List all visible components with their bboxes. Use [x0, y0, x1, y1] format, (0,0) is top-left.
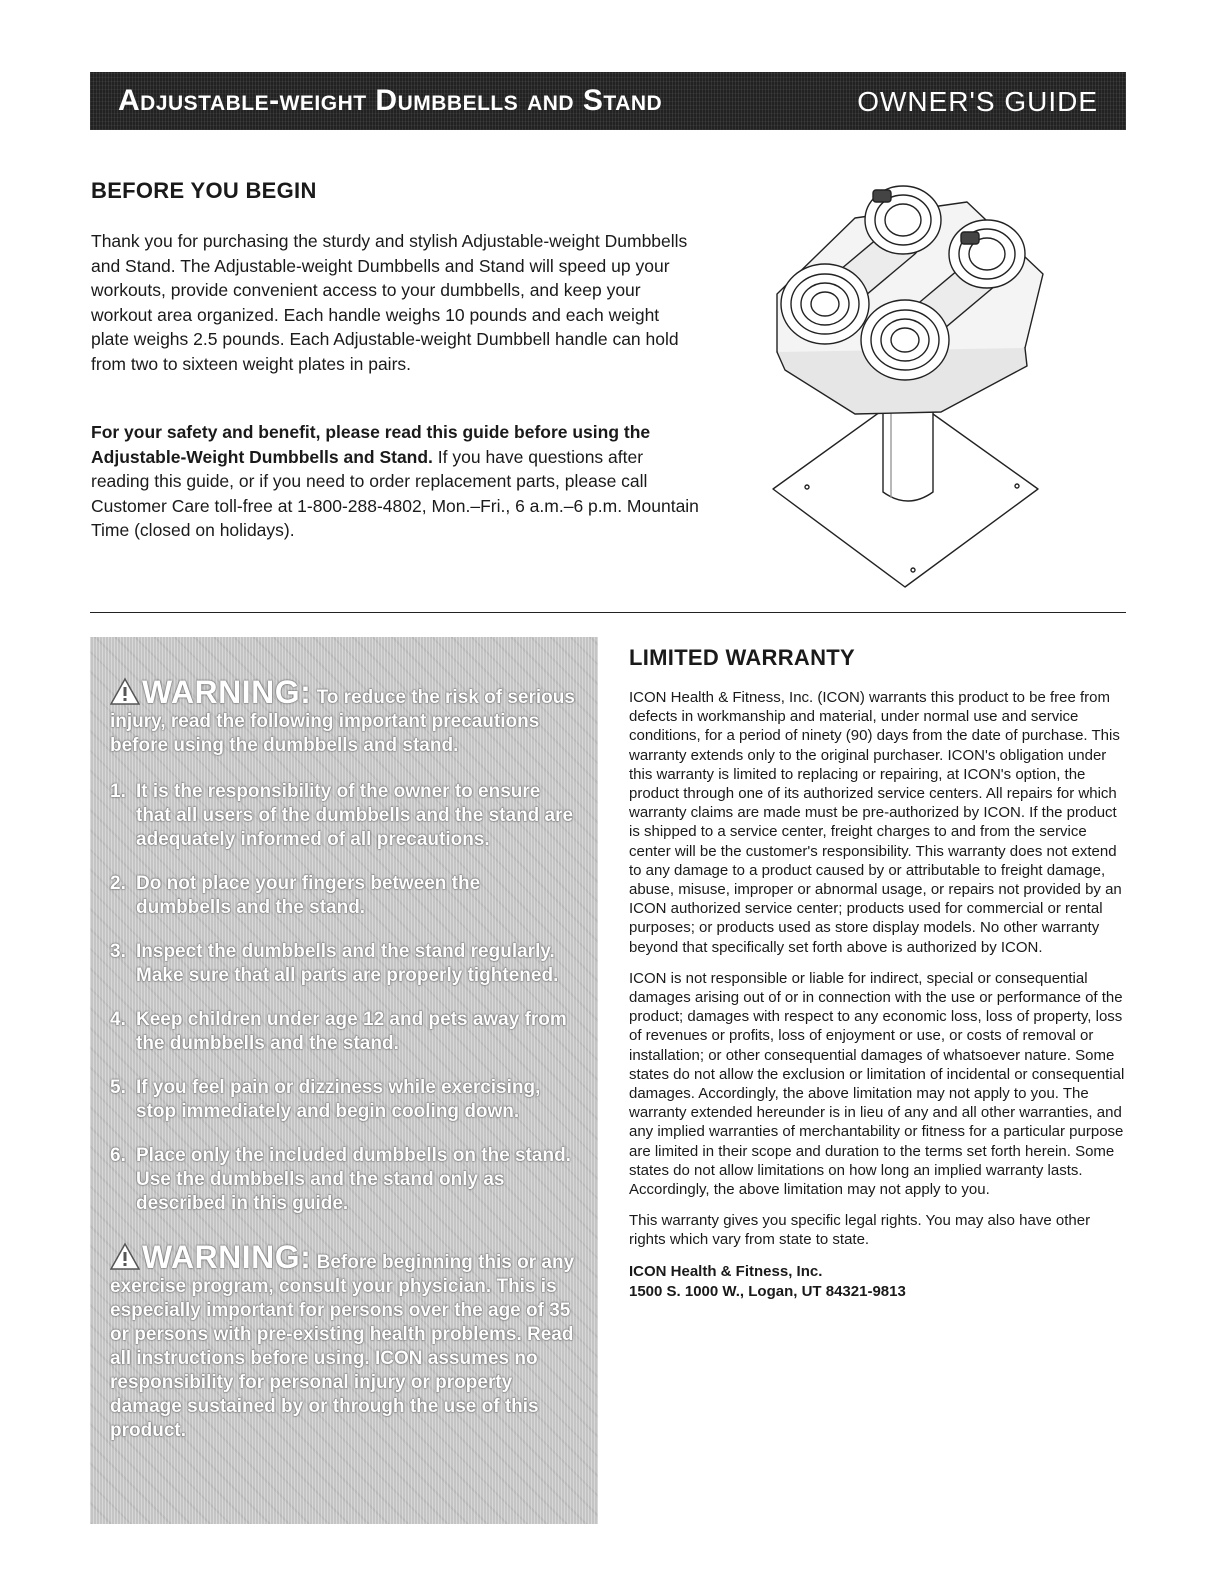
- warning-notice-2: [110, 1240, 576, 1443]
- warranty-paragraph: ICON Health & Fitness, Inc. (ICON) warrants this product to be free from defects in workmanship and material, under normal use and service conditions, for a period of ninety (90) days from the date of purchase. This warranty extends only to the original purchaser. ICON's obligation under this warranty is limited to replacing or repairing, at ICON's option, the product through one of its authorized service centers. All repairs for which warranty claims are made must be pre-authorized by ICON. If the product is shipped to a service center, freight charges to and from the service center will be the customer's responsibility. This warranty does not extend to any damage to a product caused by or attributable to freight damage, abuse, misuse, improper or abnormal usage, or repairs not provided by an ICON authorized service center; products used for commercial or rental purposes; or products used as store display models. No other warranty beyond that specifically set forth above is authorized by ICON.: [629, 689, 1122, 956]
- document-subtitle: OWNER'S GUIDE: [857, 86, 1098, 117]
- warning-label: WARNING:: [142, 674, 312, 710]
- list-item: 5. If you feel pain or dizziness while exercising, stop immediately and begin cooling down.: [110, 1077, 541, 1122]
- before-you-begin-heading: BEFORE YOU BEGIN: [91, 178, 317, 203]
- safety-paragraph: [91, 420, 701, 543]
- company-name: ICON Health & Fitness, Inc.: [629, 1262, 823, 1280]
- list-item: 4. Keep children under age 12 and pets away from the dumbbells and the stand.: [110, 1009, 567, 1054]
- warranty-body: [629, 688, 1125, 1302]
- warranty-paragraph: ICON is not responsible or liable for indirect, special or consequential damages arising out of or in connection with the use or performance of the product; damages with respect to any economic loss, loss of property, loss of revenues or profits, loss of enjoyment or use, or costs of removal or installation; or other consequential damages of whatsoever nature. Some states do not allow the exclusion or limitation of incidental or consequential damages. Accordingly, the above limitation may not apply to you. The warranty extended hereunder is in lieu of any and all other warranties, and any implied warranties of merchantability or fitness for a particular purpose are limited in their scope and duration to the terms set forth herein. Some states do not allow limitations on how long an implied warranty lasts. Accordingly, the above limitation may not apply to you.: [629, 969, 1125, 1199]
- dumbbells-on-stand-icon: [755, 162, 1055, 602]
- warning-triangle-icon: [110, 1242, 140, 1270]
- intro-paragraph: Thank you for purchasing the sturdy and stylish Adjustable-weight Dumbbells and Stand. The Adjustable-weight Dumbbells and Stand will speed up your workouts, provide convenient access to your dumbbells, and keep your workout area organized. Each handle weighs 10 pounds and each weight plate weighs 2.5 pounds. Each Adjustable-weight Dumbbell handle can hold from two to sixteen weight plates in pairs.: [91, 231, 688, 374]
- company-address: [629, 1262, 1125, 1302]
- list-item: 2. Do not place your fingers between the dumbbells and the stand.: [110, 873, 481, 918]
- customer-care-text: If you have questions after reading this guide, or if you need to order replacement parts, please call Customer Care toll-free at 1-800-288-4802, Mon.–Fri., 6 a.m.–6 p.m. Mountain Time (closed on holidays).: [91, 446, 699, 540]
- document-title: Adjustable-weight Dumbbells and Stand: [118, 84, 663, 117]
- limited-warranty-heading: LIMITED WARRANTY: [629, 645, 856, 670]
- list-item: 3. Inspect the dumbbells and the stand regularly. Make sure that all parts are properly tightened.: [110, 941, 559, 986]
- warning-box: [90, 637, 598, 1524]
- street-address: 1500 S. 1000 W., Logan, UT 84321-9813: [629, 1282, 906, 1300]
- warning-text: Before beginning this or any exercise program, consult your physician. This is especially important for persons over the age of 35 or persons with pre-existing health problems. Read all instructions before using. ICON assumes no responsibility for personal injury or property damage sustained by or through the use of this product.: [110, 1252, 575, 1441]
- warning-triangle-icon: [110, 677, 140, 705]
- warning-text: To reduce the risk of serious injury, read the following important precautions before using the dumbbells and stand.: [110, 687, 575, 756]
- warranty-paragraph: This warranty gives you specific legal rights. You may also have other rights which vary from state to state.: [629, 1212, 1091, 1249]
- list-item: 6. Place only the included dumbbells on the stand. Use the dumbbells and the stand only as described in this guide.: [110, 1145, 571, 1214]
- safety-notice-bold: For your safety and benefit, please read this guide before using the Adjustable-Weight Dumbbells and Stand.: [91, 422, 651, 467]
- warning-label: WARNING:: [142, 1239, 312, 1275]
- section-divider: [90, 612, 1126, 613]
- warning-notice-1: [110, 675, 576, 758]
- title-banner: [90, 72, 1126, 130]
- list-item: 1. It is the responsibility of the owner to ensure that all users of the dumbbells and the stand are adequately informed of all precautions.: [110, 781, 574, 850]
- precautions-list: [110, 780, 576, 1216]
